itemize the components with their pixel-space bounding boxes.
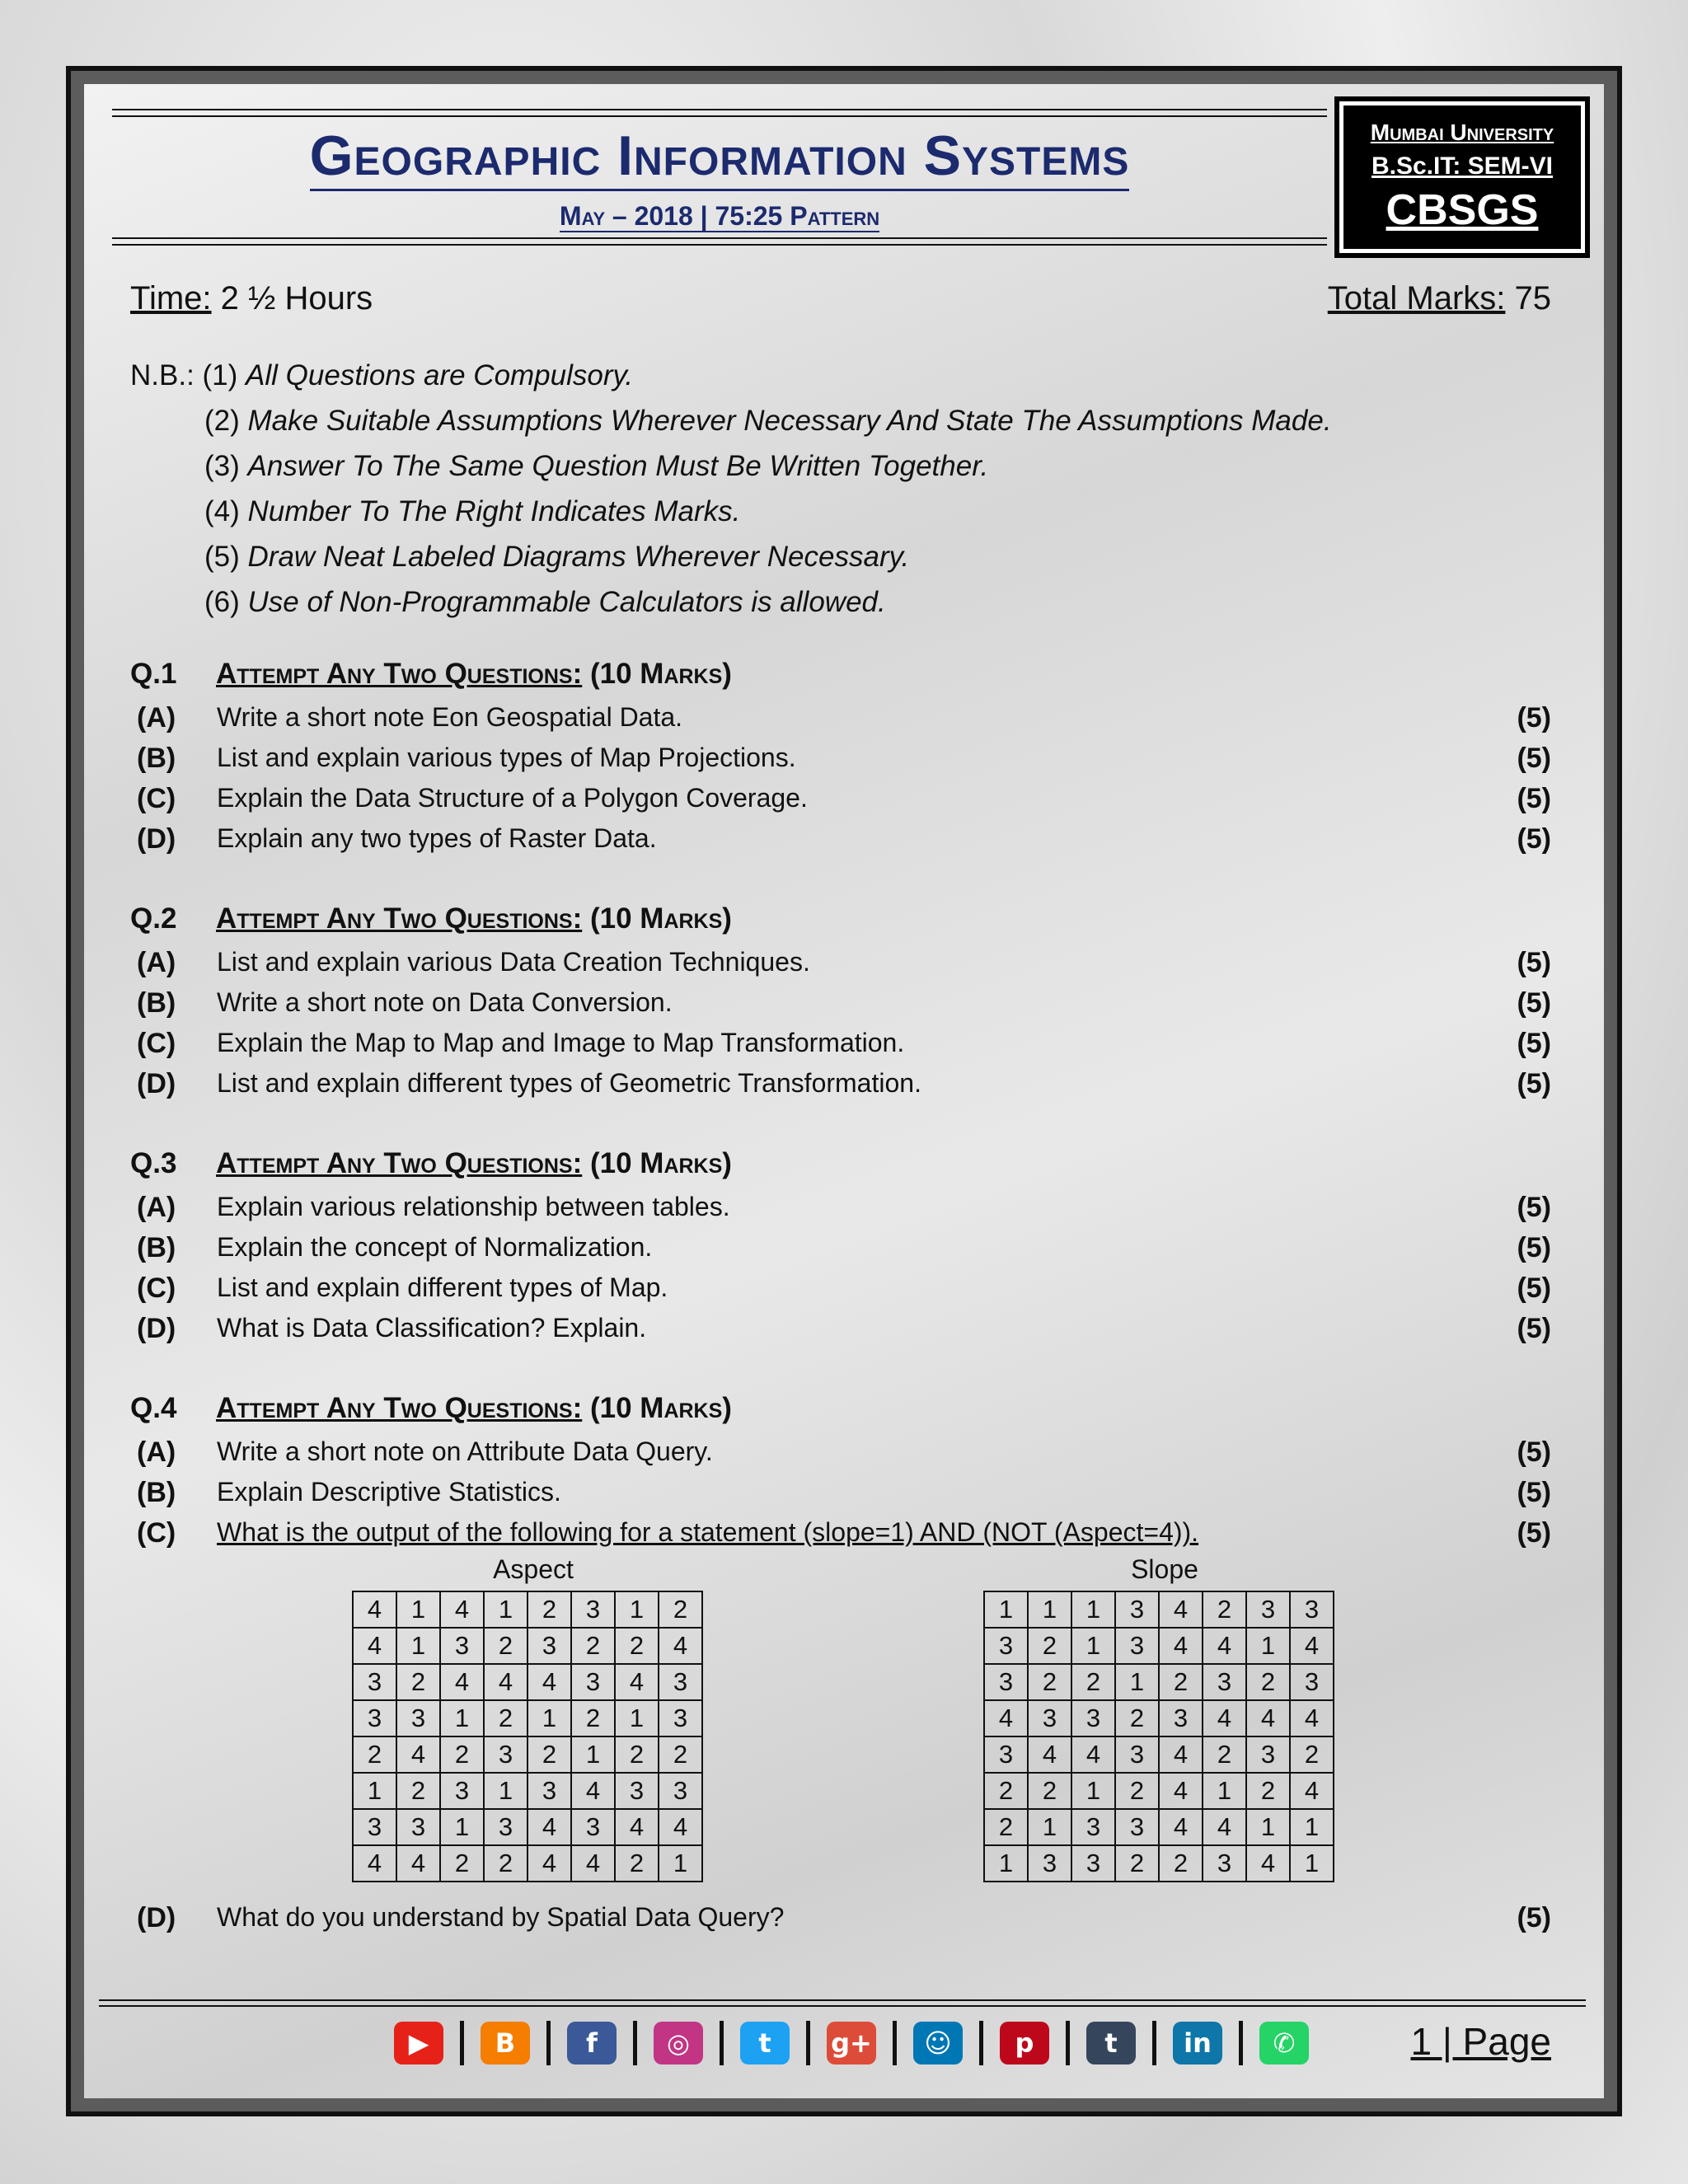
question-item: (B) Explain the concept of Normalization. (5) — [137, 1232, 1551, 1263]
grid-row — [984, 1628, 1334, 1664]
grid-cell: 4 — [353, 1845, 396, 1882]
instruction-item: (6) Use of Non-Programmable Calculators is allowed. — [204, 586, 886, 618]
question-item: (C) What is the output of the following for a statement (slope=1) AND (NOT (Aspect=4)). (5) — [137, 1517, 1551, 1549]
grid-cell: 2 — [984, 1773, 1028, 1809]
grid-cell: 2 — [615, 1736, 659, 1773]
grid-cell: 1 — [1071, 1628, 1115, 1664]
grid-row — [353, 1628, 702, 1664]
grid-cell: 3 — [1159, 1700, 1203, 1736]
grid-cell: 2 — [1246, 1664, 1290, 1700]
grid-cell: 1 — [984, 1845, 1028, 1882]
grid-cell: 2 — [440, 1736, 484, 1773]
grid-cell: 2 — [1028, 1664, 1071, 1700]
grid-row — [353, 1736, 702, 1773]
grid-cell: 3 — [353, 1809, 396, 1845]
grid-cell: 3 — [659, 1700, 702, 1736]
grid-cell: 1 — [484, 1591, 528, 1628]
question-item: (B) Write a short note on Data Conversion. (5) — [137, 987, 1551, 1019]
grid-row — [984, 1591, 1334, 1628]
grid-cell: 4 — [528, 1845, 571, 1882]
grid-cell: 3 — [1115, 1809, 1159, 1845]
grid-cell: 3 — [396, 1809, 440, 1845]
grid-cell: 2 — [1028, 1628, 1071, 1664]
aspect-grid-title: Aspect — [493, 1554, 574, 1584]
grid-cell: 2 — [1203, 1736, 1246, 1773]
grid-cell: 4 — [1159, 1773, 1203, 1809]
grid-cell: 4 — [571, 1845, 615, 1882]
grid-cell: 3 — [1071, 1700, 1115, 1736]
grid-cell: 3 — [571, 1591, 615, 1628]
grid-row — [984, 1664, 1334, 1700]
grid-cell: 4 — [440, 1591, 484, 1628]
grid-row — [353, 1845, 702, 1882]
grid-cell: 4 — [396, 1736, 440, 1773]
grid-row — [353, 1809, 702, 1845]
slideshare-icon[interactable]: ☺ — [913, 2022, 963, 2064]
tumblr-icon[interactable]: t — [1086, 2022, 1136, 2064]
grid-cell: 4 — [1246, 1845, 1290, 1882]
grid-cell: 1 — [1115, 1664, 1159, 1700]
grid-cell: 1 — [440, 1700, 484, 1736]
grid-cell: 2 — [1246, 1773, 1290, 1809]
pinterest-icon[interactable]: p — [1000, 2022, 1049, 2064]
question-item: (D) Explain any two types of Raster Data. (5) — [137, 823, 1551, 855]
grid-row — [353, 1773, 702, 1809]
grid-cell: 2 — [528, 1736, 571, 1773]
footer-rule — [99, 1999, 1586, 2007]
university-badge — [1337, 99, 1587, 255]
grid-cell: 2 — [1159, 1845, 1203, 1882]
grid-cell: 2 — [1115, 1845, 1159, 1882]
grid-cell: 1 — [1290, 1845, 1334, 1882]
grid-cell: 3 — [1246, 1736, 1290, 1773]
grid-row — [984, 1700, 1334, 1736]
grid-cell: 2 — [396, 1773, 440, 1809]
grid-cell: 3 — [1203, 1664, 1246, 1700]
instagram-icon[interactable]: ◎ — [654, 2022, 703, 2064]
grid-cell: 2 — [1290, 1736, 1334, 1773]
grid-cell: 3 — [984, 1664, 1028, 1700]
grid-cell: 3 — [353, 1664, 396, 1700]
grid-cell: 3 — [1028, 1845, 1071, 1882]
question-2-heading: Q.2 Attempt Any Two Questions: (10 Marks) — [130, 902, 732, 935]
grid-cell: 3 — [528, 1773, 571, 1809]
grid-cell: 1 — [1246, 1809, 1290, 1845]
university-name: Mumbai University — [1370, 120, 1554, 145]
grid-cell: 1 — [1028, 1809, 1071, 1845]
grid-cell: 4 — [1159, 1809, 1203, 1845]
grid-cell: 4 — [353, 1628, 396, 1664]
grid-cell: 2 — [1071, 1664, 1115, 1700]
grid-cell: 2 — [484, 1700, 528, 1736]
grid-cell: 3 — [528, 1628, 571, 1664]
grid-cell: 4 — [659, 1809, 702, 1845]
grid-cell: 1 — [440, 1809, 484, 1845]
slope-grid-title: Slope — [1131, 1554, 1198, 1584]
separator — [546, 2021, 551, 2065]
grid-cell: 1 — [1071, 1773, 1115, 1809]
instruction-item: (4) Number To The Right Indicates Marks. — [204, 495, 741, 527]
question-item: (A) List and explain various Data Creation Techniques. (5) — [137, 947, 1551, 978]
question-item: (B) Explain Descriptive Statistics. (5) — [137, 1477, 1551, 1508]
grid-cell: 1 — [1028, 1591, 1071, 1628]
slope-grid — [983, 1591, 1334, 1882]
grid-cell: 1 — [396, 1591, 440, 1628]
grid-cell: 4 — [1290, 1773, 1334, 1809]
grid-row — [353, 1700, 702, 1736]
grid-cell: 3 — [1071, 1845, 1115, 1882]
grid-cell: 4 — [1203, 1628, 1246, 1664]
grid-cell: 1 — [571, 1736, 615, 1773]
question-item: (D) What do you understand by Spatial Data Query? (5) — [137, 1902, 1551, 1933]
grid-row — [984, 1809, 1334, 1845]
twitter-icon[interactable]: t — [740, 2022, 790, 2064]
header-rule-top — [112, 109, 1327, 117]
grid-cell: 3 — [1246, 1591, 1290, 1628]
grid-cell: 3 — [440, 1773, 484, 1809]
total-marks: Total Marks: 75 — [1327, 280, 1551, 316]
question-4-heading: Q.4 Attempt Any Two Questions: (10 Marks) — [130, 1392, 732, 1424]
grid-cell: 4 — [1290, 1628, 1334, 1664]
separator — [633, 2021, 637, 2065]
grid-cell: 2 — [1203, 1591, 1246, 1628]
instructions — [130, 353, 1332, 625]
grid-cell: 4 — [1203, 1700, 1246, 1736]
grid-cell: 3 — [1290, 1664, 1334, 1700]
question-3-heading: Q.3 Attempt Any Two Questions: (10 Marks) — [130, 1147, 732, 1179]
separator — [893, 2021, 897, 2065]
separator — [720, 2021, 724, 2065]
question-item: (C) List and explain different types of Map. (5) — [137, 1272, 1551, 1304]
grid-cell: 4 — [615, 1664, 659, 1700]
grid-cell: 3 — [1115, 1591, 1159, 1628]
google-plus-icon[interactable]: g+ — [827, 2022, 876, 2064]
grid-cell: 3 — [1290, 1591, 1334, 1628]
grid-cell: 3 — [659, 1773, 702, 1809]
grid-cell: 2 — [440, 1845, 484, 1882]
grid-cell: 4 — [528, 1809, 571, 1845]
grid-cell: 2 — [528, 1591, 571, 1628]
grid-cell: 3 — [1203, 1845, 1246, 1882]
question-item: (A) Write a short note on Attribute Data Query. (5) — [137, 1436, 1551, 1468]
grid-cell: 4 — [1203, 1809, 1246, 1845]
grid-cell: 3 — [615, 1773, 659, 1809]
question-item: (A) Write a short note Eon Geospatial Data. (5) — [137, 702, 1551, 733]
grid-cell: 4 — [1290, 1700, 1334, 1736]
grid-cell: 4 — [659, 1628, 702, 1664]
grid-row — [984, 1773, 1334, 1809]
linkedin-icon[interactable]: in — [1173, 2022, 1222, 2064]
grid-cell: 2 — [615, 1845, 659, 1882]
grid-cell: 2 — [1028, 1773, 1071, 1809]
grid-cell: 2 — [484, 1628, 528, 1664]
grid-cell: 2 — [1159, 1664, 1203, 1700]
grid-row — [984, 1736, 1334, 1773]
grid-cell: 1 — [615, 1700, 659, 1736]
grid-cell: 4 — [1159, 1628, 1203, 1664]
blogger-icon[interactable]: B — [481, 2022, 530, 2064]
page-number: 1 | Page — [1410, 2020, 1551, 2063]
grid-cell: 3 — [659, 1664, 702, 1700]
grid-row — [353, 1591, 702, 1628]
instruction-item: (5) Draw Neat Labeled Diagrams Wherever Necessary. — [204, 541, 910, 573]
grid-cell: 4 — [984, 1700, 1028, 1736]
question-1-heading: Q.1 Attempt Any Two Questions: (10 Marks) — [130, 658, 732, 690]
grid-cell: 4 — [1028, 1736, 1071, 1773]
grid-cell: 2 — [659, 1736, 702, 1773]
grid-cell: 3 — [1115, 1736, 1159, 1773]
instruction-item: (3) Answer To The Same Question Must Be Written Together. — [204, 450, 989, 482]
question-item: (C) Explain the Data Structure of a Polygon Coverage. (5) — [137, 783, 1551, 814]
separator — [1066, 2021, 1070, 2065]
grid-cell: 3 — [1028, 1700, 1071, 1736]
grid-cell: 3 — [984, 1736, 1028, 1773]
grid-cell: 1 — [1246, 1628, 1290, 1664]
question-item: (A) Explain various relationship between tables. (5) — [137, 1192, 1551, 1223]
grid-cell: 3 — [484, 1736, 528, 1773]
grid-cell: 1 — [396, 1628, 440, 1664]
grid-cell: 2 — [571, 1700, 615, 1736]
grid-cell: 4 — [1071, 1736, 1115, 1773]
separator — [1239, 2021, 1243, 2065]
grid-cell: 3 — [984, 1628, 1028, 1664]
social-links — [394, 2021, 1309, 2065]
grid-cell: 1 — [1203, 1773, 1246, 1809]
instruction-item: (2) Make Suitable Assumptions Wherever Necessary And State The Assumptions Made. — [204, 405, 1332, 437]
page-title: Geographic Information Systems — [112, 124, 1327, 188]
grid-cell: 3 — [353, 1700, 396, 1736]
grid-cell: 3 — [396, 1700, 440, 1736]
whatsapp-icon[interactable]: ✆ — [1259, 2022, 1309, 2064]
grid-cell: 3 — [1071, 1809, 1115, 1845]
header-rule-bottom — [112, 237, 1327, 246]
grid-cell: 1 — [659, 1845, 702, 1882]
question-item: (B) List and explain various types of Map Projections. (5) — [137, 743, 1551, 774]
instruction-item: N.B.: (1) All Questions are Compulsory. — [130, 359, 634, 391]
grid-cell: 1 — [528, 1700, 571, 1736]
aspect-grid — [352, 1591, 703, 1882]
exam-time: Time: 2 ½ Hours — [130, 280, 373, 316]
grid-cell: 2 — [484, 1845, 528, 1882]
grid-cell: 1 — [615, 1591, 659, 1628]
grid-cell: 2 — [984, 1809, 1028, 1845]
youtube-icon[interactable]: ▶ — [394, 2022, 443, 2064]
scheme-name: CBSGS — [1386, 186, 1539, 234]
grid-cell: 2 — [615, 1628, 659, 1664]
facebook-icon[interactable]: f — [567, 2022, 617, 2064]
grid-cell: 4 — [1159, 1736, 1203, 1773]
grid-cell: 1 — [1290, 1809, 1334, 1845]
question-item: (D) What is Data Classification? Explain. (5) — [137, 1313, 1551, 1344]
grid-cell: 2 — [571, 1628, 615, 1664]
grid-cell: 4 — [615, 1809, 659, 1845]
page-subtitle: May – 2018 | 75:25 Pattern — [559, 201, 880, 231]
grid-cell: 2 — [1115, 1773, 1159, 1809]
grid-cell: 4 — [440, 1664, 484, 1700]
grid-cell: 4 — [396, 1845, 440, 1882]
grid-cell: 4 — [484, 1664, 528, 1700]
grid-cell: 2 — [659, 1591, 702, 1628]
separator — [806, 2021, 810, 2065]
grid-cell: 1 — [353, 1773, 396, 1809]
grid-row — [984, 1845, 1334, 1882]
separator — [460, 2021, 464, 2065]
grid-cell: 3 — [484, 1809, 528, 1845]
grid-row — [353, 1664, 702, 1700]
course-name: B.Sc.IT: SEM-VI — [1371, 152, 1554, 180]
grid-cell: 4 — [1159, 1591, 1203, 1628]
grid-cell: 2 — [396, 1664, 440, 1700]
grid-cell: 2 — [353, 1736, 396, 1773]
grid-cell: 4 — [571, 1773, 615, 1809]
question-item: (C) Explain the Map to Map and Image to Map Transformation. (5) — [137, 1028, 1551, 1059]
separator — [1152, 2021, 1156, 2065]
grid-cell: 4 — [353, 1591, 396, 1628]
question-item: (D) List and explain different types of Geometric Transformation. (5) — [137, 1068, 1551, 1099]
grid-cell: 3 — [1115, 1628, 1159, 1664]
grid-cell: 1 — [484, 1773, 528, 1809]
grid-cell: 3 — [440, 1628, 484, 1664]
grid-cell: 1 — [1071, 1591, 1115, 1628]
grid-cell: 1 — [984, 1591, 1028, 1628]
grid-cell: 4 — [528, 1664, 571, 1700]
separator — [979, 2021, 983, 2065]
grid-cell: 2 — [1115, 1700, 1159, 1736]
grid-cell: 3 — [571, 1809, 615, 1845]
grid-cell: 3 — [571, 1664, 615, 1700]
grid-cell: 4 — [1246, 1700, 1290, 1736]
